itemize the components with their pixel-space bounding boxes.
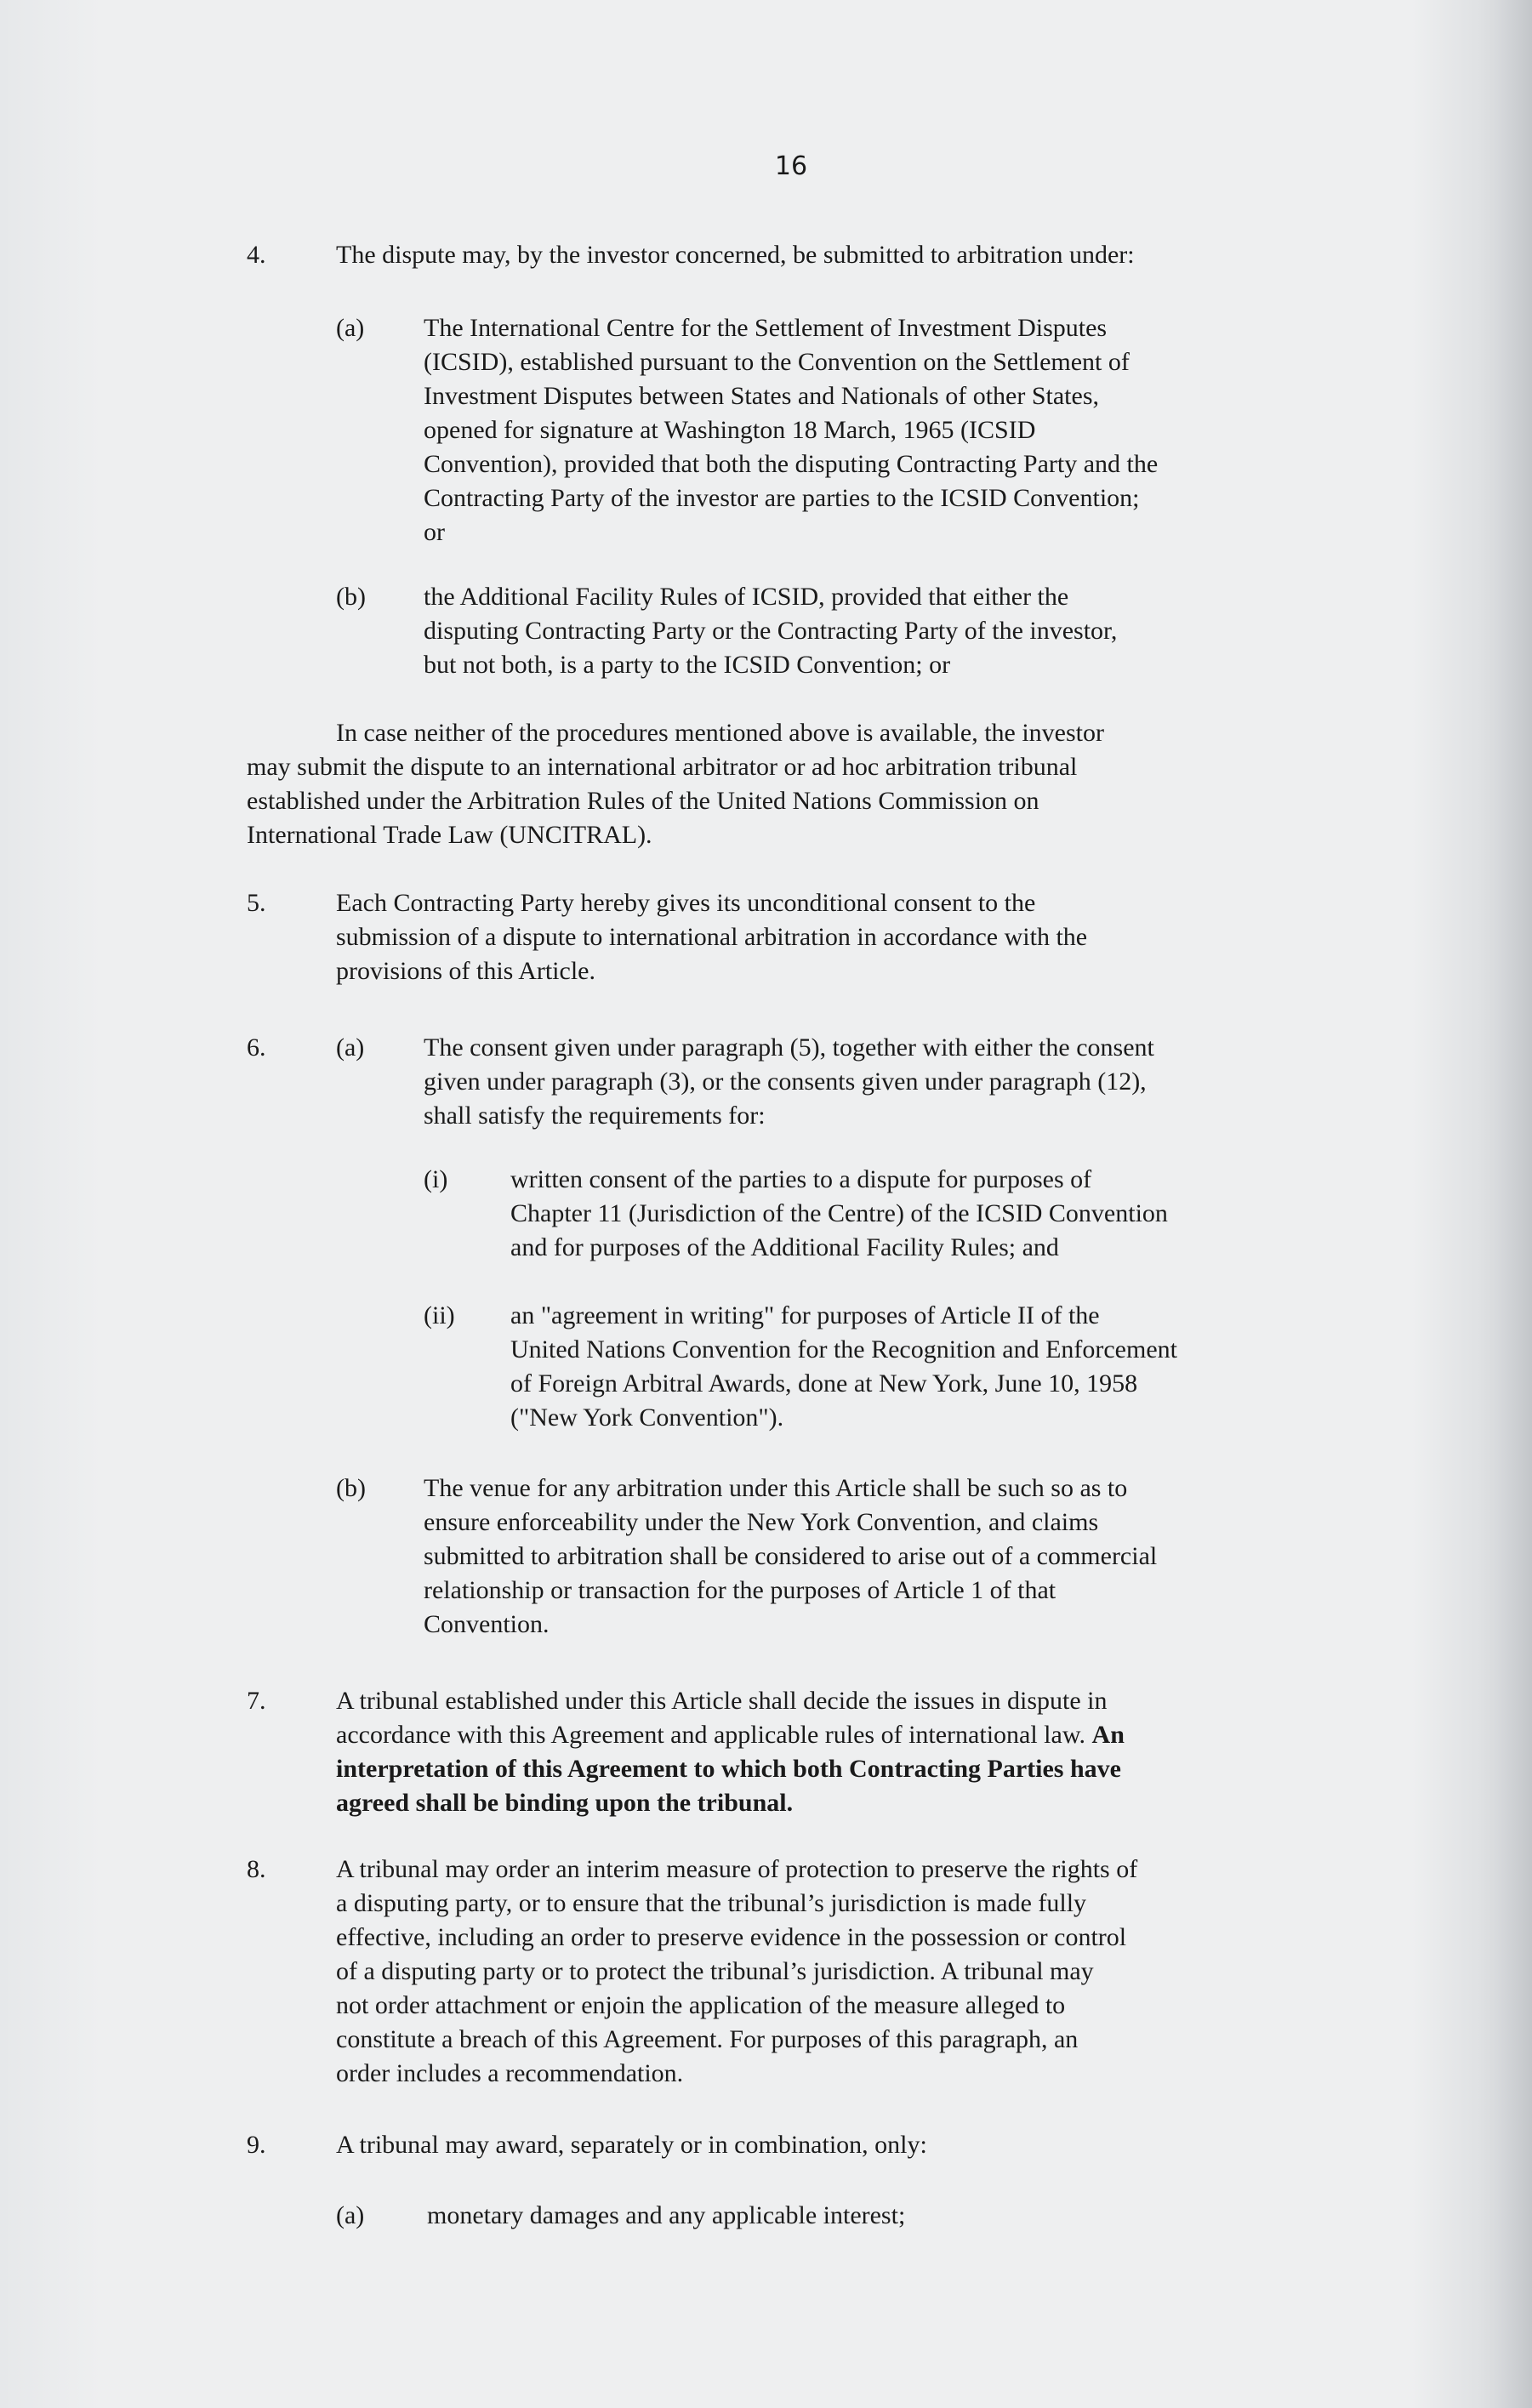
text-line [336, 1718, 1125, 1752]
page-edge-shadow [1495, 0, 1532, 2408]
item-a-text [424, 311, 1158, 549]
text-line: The venue for any arbitration under this Article shall be such so as to [424, 1474, 1128, 1502]
text-line: relationship or transaction for the purposes of Article 1 of that [424, 1576, 1056, 1604]
text-line-bold: interpretation of this Agreement to which both Contracting Parties have [336, 1755, 1121, 1783]
page-number: 16 [774, 151, 808, 181]
text-line-bold: agreed shall be binding upon the tribunal. [336, 1789, 794, 1817]
paragraph-text [336, 1853, 1137, 2091]
text-line: A tribunal may order an interim measure of protection to preserve the rights of [336, 1855, 1138, 1883]
text-line: established under the Arbitration Rules of the United Nations Commission on [247, 787, 1039, 815]
paragraph-text: The dispute may, by the investor concerned, be submitted to arbitration under: [336, 241, 1135, 269]
text-line: In case neither of the procedures mentioned above is available, the investor [336, 719, 1104, 747]
text-line: Chapter 11 (Jurisdiction of the Centre) of the ICSID Convention [510, 1199, 1168, 1227]
text-line: order includes a recommendation. [336, 2059, 684, 2087]
text-line: constitute a breach of this Agreement. For purposes of this paragraph, an [336, 2025, 1079, 2053]
subitem-label: (i) [424, 1165, 448, 1193]
text-line: an "agreement in writing" for purposes of Article II of the [510, 1301, 1100, 1329]
text-line: Convention. [424, 1610, 550, 1638]
text-line: submission of a dispute to international arbitration in accordance with the [336, 923, 1088, 951]
subitem-label: (ii) [424, 1301, 455, 1329]
text-normal: accordance with this Agreement and applicable rules of international law. [336, 1721, 1086, 1749]
text-line: effective, including an order to preserve evidence in the possession or control [336, 1923, 1127, 1951]
paragraph-number: 7. [247, 1687, 266, 1715]
text-line: written consent of the parties to a dispute for purposes of [510, 1165, 1092, 1193]
paragraph-number: 5. [247, 889, 266, 917]
text-line: United Nations Convention for the Recognition and Enforcement [510, 1335, 1177, 1363]
text-line: ("New York Convention"). [510, 1403, 784, 1432]
closing-text [247, 716, 1104, 852]
text-line: submitted to arbitration shall be considered to arise out of a commercial [424, 1542, 1158, 1570]
text-line: Contracting Party of the investor are parties to the ICSID Convention; [424, 484, 1140, 512]
text-line: Investment Disputes between States and Nationals of other States, [424, 382, 1099, 410]
paragraph-number: 8. [247, 1855, 266, 1883]
text-line: of Foreign Arbitral Awards, done at New York, June 10, 1958 [510, 1369, 1138, 1398]
text-line: may submit the dispute to an international arbitrator or ad hoc arbitration tribunal [247, 753, 1078, 781]
paragraph-number: 9. [247, 2131, 266, 2159]
text-line: given under paragraph (3), or the consents given under paragraph (12), [424, 1067, 1147, 1096]
subitem-i-text [510, 1163, 1168, 1265]
text-line: Convention), provided that both the disputing Contracting Party and the [424, 450, 1159, 478]
item-label: (a) [336, 1033, 365, 1062]
text-line: provisions of this Article. [336, 957, 595, 985]
item-a-text [424, 1031, 1154, 1133]
text-bold: An [1091, 1721, 1125, 1749]
text-line: (ICSID), established pursuant to the Convention on the Settlement of [424, 348, 1130, 376]
item-label: (b) [336, 583, 366, 611]
paragraph-text [336, 1684, 1125, 1820]
text-line: not order attachment or enjoin the application of the measure alleged to [336, 1991, 1066, 2019]
item-b-text [424, 580, 1117, 682]
paragraph-text [336, 886, 1087, 988]
paragraph-number: 6. [247, 1033, 266, 1062]
text-line: or [424, 518, 445, 546]
item-label: (a) [336, 2201, 365, 2229]
text-line: and for purposes of the Additional Facility Rules; and [510, 1233, 1059, 1261]
paragraph-number: 4. [247, 241, 266, 269]
text-line: ensure enforceability under the New York Convention, and claims [424, 1508, 1099, 1536]
text-line: A tribunal established under this Article shall decide the issues in dispute in [336, 1687, 1108, 1715]
text-line: opened for signature at Washington 18 March, 1965 (ICSID [424, 416, 1036, 444]
item-label: (b) [336, 1474, 366, 1502]
text-line: the Additional Facility Rules of ICSID, provided that either the [424, 583, 1069, 611]
text-line: Each Contracting Party hereby gives its unconditional consent to the [336, 889, 1036, 917]
paragraph-text: A tribunal may award, separately or in combination, only: [336, 2131, 927, 2159]
text-line: shall satisfy the requirements for: [424, 1102, 766, 1130]
text-line: The consent given under paragraph (5), together with either the consent [424, 1033, 1154, 1062]
subitem-ii-text [510, 1299, 1177, 1435]
text-line: The International Centre for the Settlement of Investment Disputes [424, 314, 1108, 342]
text-line: disputing Contracting Party or the Contracting Party of the investor, [424, 617, 1118, 645]
item-label: (a) [336, 314, 365, 342]
text-line: of a disputing party or to protect the tribunal’s jurisdiction. A tribunal may [336, 1957, 1094, 1985]
item-b-text [424, 1472, 1157, 1642]
text-line: a disputing party, or to ensure that the tribunal’s jurisdiction is made fully [336, 1889, 1087, 1917]
text-line: International Trade Law (UNCITRAL). [247, 821, 652, 849]
text-line: but not both, is a party to the ICSID Convention; or [424, 651, 951, 679]
item-a-text: monetary damages and any applicable interest; [427, 2201, 906, 2229]
